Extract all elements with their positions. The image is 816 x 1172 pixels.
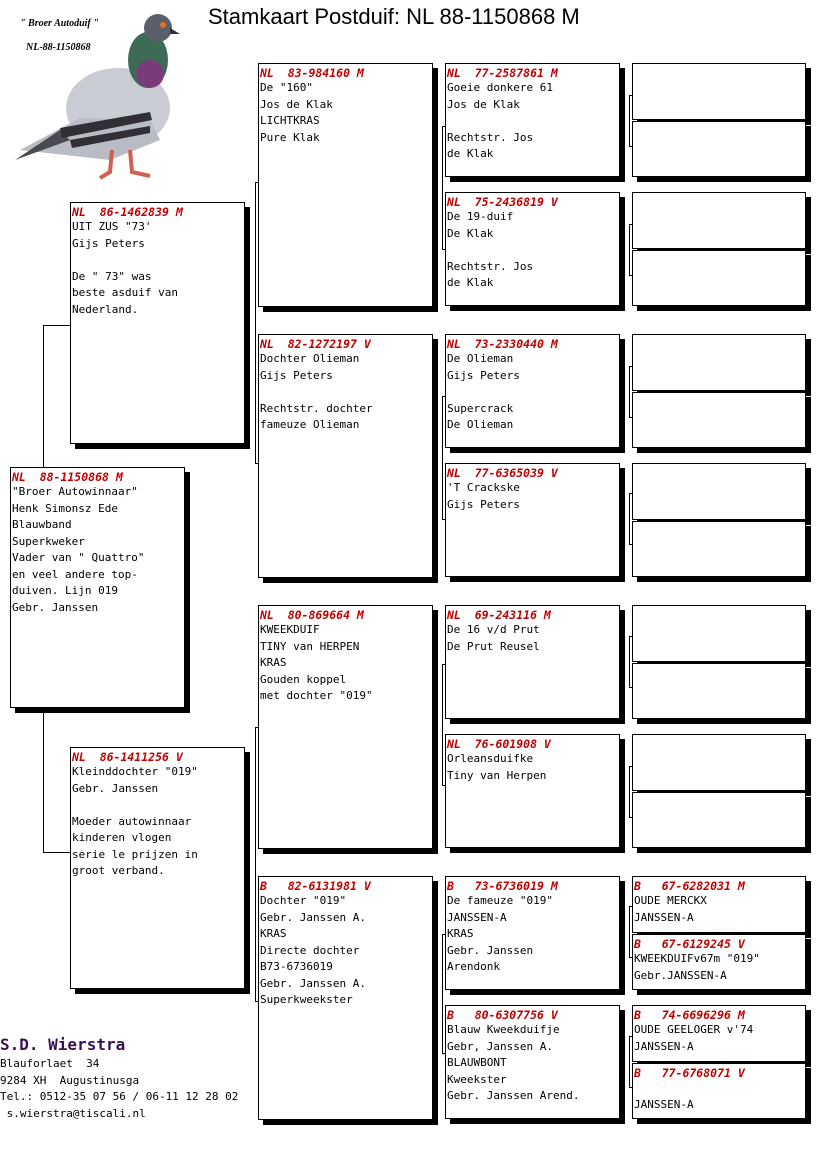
- great-grandparent-card: [445, 1005, 620, 1119]
- g-great-grandparent-card: [632, 392, 806, 448]
- card-line: kinderen vlogen: [72, 831, 172, 844]
- great-grandparent-card: [445, 63, 620, 177]
- g-great-grandparent-card: [632, 792, 806, 848]
- card-line: KRAS: [260, 656, 287, 669]
- g-great-grandparent-card: [632, 605, 806, 662]
- card-line: De fameuze "019": [447, 894, 553, 907]
- card-line: met dochter "019": [260, 689, 373, 702]
- g-great-grandparent-card: [632, 876, 806, 933]
- card-line: duiven. Lijn 019: [12, 584, 118, 597]
- ring-number: B 74-6696296 M: [634, 1008, 745, 1022]
- card-line: Rechtstr. Jos: [447, 259, 534, 273]
- card-notes: [446, 893, 619, 976]
- g-great-grandparent-card: [632, 192, 806, 249]
- card-line: JANSSEN-A: [447, 910, 507, 924]
- card-notes: [633, 893, 805, 926]
- ring-number: NL 76-601908 V: [447, 737, 551, 751]
- ring-number: [633, 122, 805, 124]
- card-notes: [446, 351, 619, 434]
- ring-number: [633, 606, 805, 608]
- card-line: OUDE GEELOGER v'74: [634, 1023, 754, 1036]
- g-great-grandparent-card: [632, 1005, 806, 1062]
- card-notes: [446, 1022, 619, 1105]
- ring-number: B 77-6768071 V: [634, 1066, 745, 1080]
- card-line: "Broer Autowinnaar": [12, 485, 138, 498]
- owner-info: [0, 1034, 238, 1122]
- ring-number: NL 86-1411256 V: [72, 750, 183, 764]
- card-line: 'T Crackske: [447, 481, 520, 494]
- card-line: Gijs Peters: [72, 236, 145, 250]
- card-line: Directe dochter: [260, 943, 360, 957]
- card-line: De Olieman: [447, 352, 514, 365]
- card-line: Dochter Olieman: [260, 352, 360, 365]
- g-great-grandparent-card: [632, 121, 806, 177]
- card-line: Kleinddochter "019": [72, 765, 198, 778]
- father-card: [70, 202, 245, 444]
- card-notes: [633, 951, 805, 984]
- ring-number: B 82-6131981 V: [260, 879, 371, 893]
- card-line: JANSSEN-A: [634, 1039, 694, 1053]
- card-line: Henk Simonsz Ede: [12, 501, 118, 515]
- grandparent-card: [258, 876, 433, 1120]
- card-line: Orleansduifke: [447, 752, 534, 765]
- card-line: Gebr. Janssen: [447, 943, 534, 957]
- card-line: groot verband.: [72, 864, 165, 877]
- card-line: UIT ZUS "73': [72, 220, 152, 233]
- card-line: TINY van HERPEN: [260, 639, 360, 653]
- card-notes: [259, 351, 432, 434]
- ring-number: [633, 193, 805, 195]
- ring-number: [633, 393, 805, 395]
- owner-address: Blauforlaet 34: [0, 1057, 100, 1070]
- ring-number: NL 83-984160 M: [260, 66, 364, 80]
- ring-number: NL 77-2587861 M: [447, 66, 558, 80]
- card-notes: [11, 484, 184, 616]
- g-great-grandparent-card: [632, 250, 806, 306]
- card-line: JANSSEN-A: [634, 910, 694, 924]
- ring-number: [633, 522, 805, 524]
- card-line: Gebr. Janssen: [72, 781, 159, 795]
- card-notes: [71, 764, 244, 880]
- card-line: LICHTKRAS: [260, 114, 320, 127]
- card-line: Rechtstr. dochter: [260, 401, 373, 415]
- grandparent-card: [258, 334, 433, 578]
- card-line: Gebr. Janssen A.: [260, 976, 366, 990]
- card-line: KRAS: [447, 927, 474, 940]
- card-line: Blauwband: [12, 518, 72, 531]
- card-line: Gijs Peters: [447, 497, 520, 511]
- card-line: KWEEKDUIF: [260, 623, 320, 636]
- card-line: beste asduif van: [72, 286, 178, 299]
- card-line: fameuze Olieman: [260, 418, 360, 431]
- card-notes: [633, 1080, 805, 1113]
- owner-name: S.D. Wierstra: [0, 1035, 126, 1054]
- g-great-grandparent-card: [632, 734, 806, 791]
- ring-number: B 73-6736019 M: [447, 879, 558, 893]
- grandparent-card: [258, 605, 433, 849]
- card-notes: [259, 893, 432, 1009]
- g-great-grandparent-card: [632, 334, 806, 391]
- ring-number: [633, 464, 805, 466]
- card-line: Tiny van Herpen: [447, 768, 547, 782]
- card-line: Jos de Klak: [260, 97, 333, 111]
- ring-number: [633, 735, 805, 737]
- card-line: en veel andere top-: [12, 567, 138, 581]
- card-notes: [446, 480, 619, 513]
- card-line: [446, 113, 619, 130]
- card-line: Gebr. Janssen: [12, 600, 99, 614]
- card-line: Superkweekster: [260, 993, 353, 1006]
- great-grandparent-card: [445, 334, 620, 448]
- owner-phone: Tel.: 0512-35 07 56 / 06-11 12 28 02: [0, 1090, 239, 1103]
- ring-number: B 80-6307756 V: [447, 1008, 558, 1022]
- ring-number: NL 82-1272197 V: [260, 337, 371, 351]
- great-grandparent-card: [445, 876, 620, 990]
- card-line: Moeder autowinnaar: [72, 814, 192, 828]
- card-line: De Klak: [447, 226, 494, 240]
- pigeon-caption: " Broer Autoduif ": [20, 18, 99, 29]
- card-line: [259, 384, 432, 401]
- grandparent-card: [258, 63, 433, 307]
- card-line: Gijs Peters: [260, 368, 333, 382]
- card-line: Kweekster: [447, 1072, 507, 1086]
- ring-number: B 67-6129245 V: [634, 937, 745, 951]
- card-line: [633, 1080, 805, 1097]
- card-line: BLAUWBONT: [447, 1056, 507, 1069]
- card-notes: [71, 219, 244, 318]
- card-line: Supercrack: [447, 401, 514, 415]
- great-grandparent-card: [445, 605, 620, 719]
- ring-number: NL 86-1462839 M: [72, 205, 183, 219]
- g-great-grandparent-card: [632, 521, 806, 577]
- card-line: Nederland.: [72, 302, 139, 316]
- card-line: Dochter "019": [260, 894, 347, 907]
- owner-city: 9284 XH Augustinusga: [0, 1073, 140, 1087]
- ring-number: [633, 64, 805, 66]
- card-notes: [259, 622, 432, 705]
- g-great-grandparent-card: [632, 63, 806, 120]
- g-great-grandparent-card: [632, 663, 806, 719]
- card-line: De 16 v/d Prut: [447, 623, 540, 636]
- card-notes: [446, 751, 619, 784]
- card-line: Goeie donkere 61: [447, 81, 553, 94]
- card-line: OUDE MERCKX: [634, 894, 707, 907]
- ring-number: NL 69-243116 M: [447, 608, 551, 622]
- card-line: De Olieman: [447, 418, 514, 431]
- card-line: Jos de Klak: [447, 97, 520, 111]
- card-line: De "160": [260, 81, 313, 94]
- owner-email[interactable]: s.wierstra@tiscali.nl: [0, 1106, 146, 1120]
- card-line: Gebr. Janssen A.: [260, 910, 366, 924]
- g-great-grandparent-card: [632, 463, 806, 520]
- card-notes: [446, 622, 619, 655]
- card-line: Superkweker: [12, 534, 85, 548]
- page-title: Stamkaart Postduif: NL 88-1150868 M: [208, 4, 580, 29]
- ring-number: [633, 251, 805, 253]
- card-notes: [446, 209, 619, 292]
- card-line: Gouden koppel: [260, 672, 347, 686]
- ring-number: NL 73-2330440 M: [447, 337, 558, 351]
- card-line: [71, 252, 244, 269]
- ring-number: NL 88-1150868 M: [12, 470, 123, 484]
- card-line: serie le prijzen in: [72, 847, 198, 861]
- card-line: Arendonk: [447, 960, 500, 973]
- ring-number: [633, 335, 805, 337]
- card-line: B73-6736019: [260, 960, 333, 973]
- card-line: de Klak: [447, 147, 494, 160]
- card-line: De Prut Reusel: [447, 639, 540, 653]
- card-line: [446, 242, 619, 259]
- card-notes: [633, 1022, 805, 1055]
- ring-number: NL 80-869664 M: [260, 608, 364, 622]
- great-grandparent-card: [445, 192, 620, 306]
- card-line: Vader van " Quattro": [12, 551, 145, 564]
- great-grandparent-card: [445, 463, 620, 577]
- card-line: [71, 797, 244, 814]
- ring-number: [633, 793, 805, 795]
- great-grandparent-card: [445, 734, 620, 848]
- card-line: Gebr.JANSSEN-A: [634, 968, 727, 982]
- card-line: de Klak: [447, 276, 494, 289]
- mother-card: [70, 747, 245, 989]
- card-line: Rechtstr. Jos: [447, 130, 534, 144]
- card-line: Blauw Kweekduifje: [447, 1023, 560, 1036]
- card-line: Pure Klak: [260, 130, 320, 144]
- card-notes: [259, 80, 432, 146]
- card-line: [446, 384, 619, 401]
- card-line: KRAS: [260, 927, 287, 940]
- card-line: De 19-duif: [447, 210, 514, 223]
- card-line: Gebr. Janssen Arend.: [447, 1089, 580, 1102]
- card-notes: [446, 80, 619, 163]
- card-line: Gebr, Janssen A.: [447, 1039, 553, 1053]
- ring-number: NL 77-6365039 V: [447, 466, 558, 480]
- card-line: De " 73" was: [72, 269, 152, 283]
- g-great-grandparent-card: [632, 1063, 806, 1119]
- ring-number: B 67-6282031 M: [634, 879, 745, 893]
- card-line: Gijs Peters: [447, 368, 520, 382]
- subject-card: [10, 467, 185, 708]
- card-line: JANSSEN-A: [634, 1097, 694, 1111]
- g-great-grandparent-card: [632, 934, 806, 990]
- ring-number: NL 75-2436819 V: [447, 195, 558, 209]
- card-line: KWEEKDUIFv67m "019": [634, 952, 760, 965]
- pigeon-ring-caption: NL-88-1150868: [26, 42, 91, 53]
- ring-number: [633, 664, 805, 666]
